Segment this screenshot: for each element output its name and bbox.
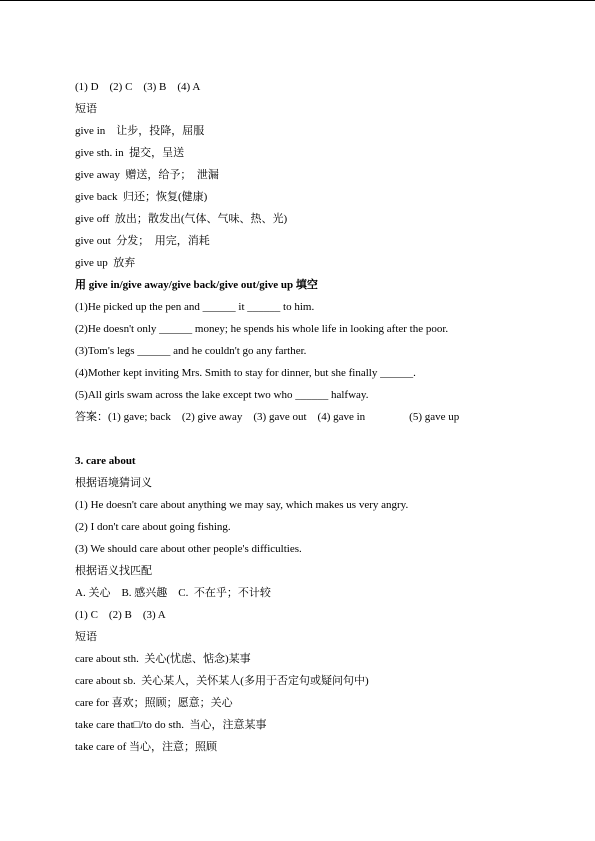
phrase-line: care about sth. 关心(忧虑、惦念)某事 [75,653,251,665]
phrase-line: give away 赠送，给予； 泄漏 [75,169,219,181]
blank-line [75,428,575,450]
phrase-line: care about sb. 关心某人，关怀某人(多用于否定句或疑问句中) [75,675,369,687]
phrases-heading: 短语 [75,631,97,643]
exercise-item: (1)He picked up the pen and ______ it ______ to him. [75,301,315,313]
phrase-line: give sth. in 提交，呈送 [75,147,185,159]
example-sentence: (1) He doesn't care about anything we may say, which makes us very angry. [75,499,409,511]
exercise-title: 用 give in/give away/give back/give out/give up 填空 [75,279,318,291]
phrases-heading: 短语 [75,103,97,115]
phrase-line: give up 放弃 [75,257,136,269]
phrase-line: give off 放出；散发出(气体、气味、热、光) [75,213,288,225]
match-options: A. 关心 B. 感兴趣 C. 不在乎；不计较 [75,587,271,599]
example-sentence: (3) We should care about other people's difficulties. [75,543,302,555]
section-title: 3. care about [75,455,136,467]
phrase-line: give out 分发； 用完，消耗 [75,235,210,247]
phrase-line: care for 喜欢；照顾；愿意；关心 [75,697,233,709]
phrase-line: take care that□/to do sth. 当心，注意某事 [75,719,267,731]
exercise-item: (4)Mother kept inviting Mrs. Smith to stay for dinner, but she finally ______. [75,367,416,379]
exercise-item: (2)He doesn't only ______ money; he spends his whole life in looking after the poor. [75,323,449,335]
guess-heading: 根据语境猜词义 [75,477,152,489]
phrase-line: take care of 当心，注意；照顾 [75,741,218,753]
exercise-item: (5)All girls swam across the lake except two who ______ halfway. [75,389,369,401]
exercise-item: (3)Tom's legs ______ and he couldn't go any farther. [75,345,307,357]
top-rule [0,0,595,1]
match-heading: 根据语义找匹配 [75,565,152,577]
phrase-line: give back 归还；恢复(健康) [75,191,208,203]
answers-line: (1) D (2) C (3) B (4) A [75,81,201,93]
phrase-line: give in 让步，投降，屈服 [75,125,205,137]
document-body [75,76,575,758]
example-sentence: (2) I don't care about going fishing. [75,521,231,533]
answer-key: 答案：(1) gave; back (2) give away (3) gave out (4) gave in (5) gave up [75,411,460,423]
answers-line: (1) C (2) B (3) A [75,609,166,621]
